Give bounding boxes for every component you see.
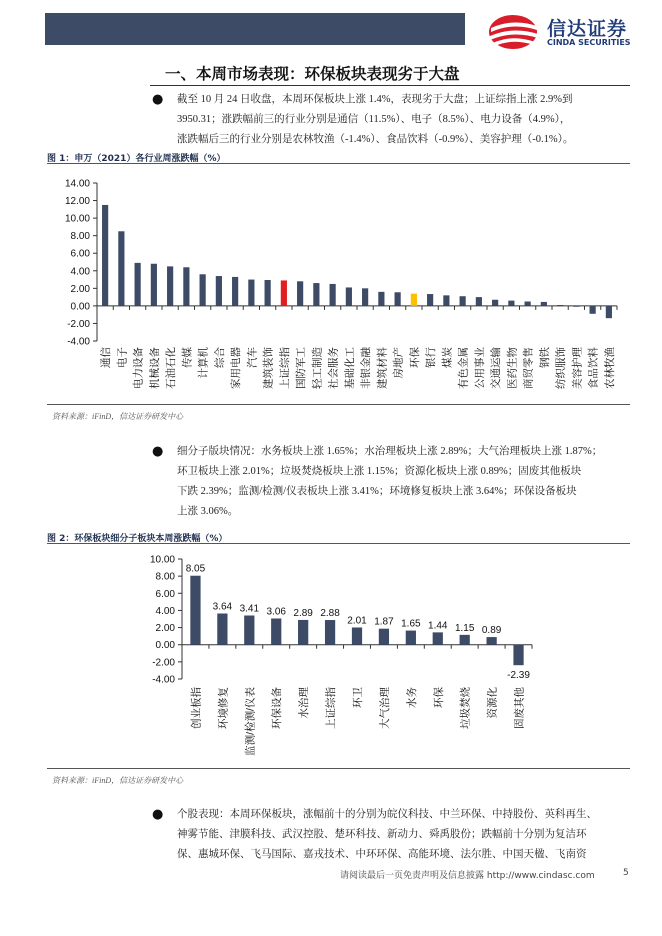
- bar: [244, 615, 254, 644]
- y-tick-label: -4.00: [67, 336, 90, 348]
- category-label: 大气治理: [378, 687, 391, 729]
- header-bar: [45, 13, 465, 45]
- category-label: 基础化工: [343, 347, 356, 389]
- data-label: 1.65: [401, 618, 421, 630]
- bar: [573, 306, 579, 307]
- category-label: 钢铁: [538, 347, 551, 368]
- category-label: 环卫: [352, 687, 364, 708]
- logo-text-cn: 信达证券: [547, 18, 628, 40]
- bar: [298, 620, 308, 645]
- bullet-icon: ●: [152, 807, 164, 822]
- bar: [487, 637, 497, 645]
- bar: [406, 631, 416, 645]
- category-label: 环保: [408, 347, 421, 368]
- market-summary-paragraph: [177, 90, 573, 150]
- logo-text-en: CINDA SECURITIES: [547, 38, 631, 47]
- data-label: 8.05: [185, 563, 206, 575]
- bar: [557, 305, 563, 306]
- data-label: 1.44: [428, 620, 448, 632]
- category-label: 环保: [432, 687, 445, 708]
- figure2-source: 资料来源：iFinD，信达证券研发中心: [52, 776, 184, 785]
- category-label: 房地产: [392, 347, 405, 379]
- paragraph-line: 截至 10 月 24 日收盘，本周环保板块上涨 1.4%，表现劣于大盘；上证综指上涨 2.9%到: [177, 94, 573, 105]
- subsector-paragraph: [177, 442, 602, 522]
- bar: [433, 632, 443, 644]
- category-label: 通信: [100, 347, 113, 368]
- category-label: 商贸零售: [522, 347, 535, 389]
- y-tick-label: 0.00: [70, 301, 90, 313]
- bar: [271, 618, 281, 644]
- bar: [118, 231, 124, 306]
- data-label: 2.89: [293, 607, 313, 619]
- category-label: 环保设备: [271, 687, 284, 729]
- category-label: 传媒: [181, 347, 194, 368]
- bar: [216, 276, 222, 306]
- category-label: 非银金融: [360, 347, 373, 389]
- stock-performance-paragraph: [177, 805, 597, 865]
- category-label: 创业板指: [190, 687, 203, 729]
- bar: [492, 300, 498, 306]
- category-label: 社会服务: [327, 347, 340, 389]
- bar: [325, 620, 335, 645]
- category-label: 食品饮料: [587, 347, 600, 389]
- y-tick-label: 6.00: [70, 248, 90, 260]
- figure2-title: 图 2：环保板块细分子板块本周涨跌幅（%）: [47, 534, 228, 544]
- page-number: 5: [623, 868, 629, 878]
- bar: [378, 292, 384, 306]
- bar: [183, 267, 189, 306]
- figure2-top-rule: [47, 543, 630, 544]
- bar: [313, 283, 319, 306]
- category-label: 轻工制造: [311, 347, 324, 389]
- bar: [460, 635, 470, 645]
- category-label: 美容护理: [571, 347, 584, 389]
- category-label: 家用电器: [230, 347, 243, 389]
- footer-disclaimer: 请阅读最后一页免责声明及信息披露 http://www.cindasc.com: [340, 871, 595, 881]
- bar: [541, 302, 547, 306]
- bar: [265, 280, 271, 306]
- bar: [427, 294, 433, 306]
- bar: [190, 576, 200, 645]
- category-label: 建筑材料: [376, 347, 389, 389]
- y-tick-label: -4.00: [152, 674, 175, 686]
- paragraph-line: 下跌 2.39%；监测/检测/仪表板块上涨 3.41%；环境修复板块上涨 3.64%；环保设备板块: [177, 486, 577, 497]
- y-tick-label: 0.00: [155, 640, 175, 652]
- bar: [346, 287, 352, 305]
- data-label: 1.15: [454, 622, 475, 634]
- y-tick-label: 8.00: [155, 571, 175, 583]
- category-label: 电子: [116, 347, 129, 368]
- bar: [525, 302, 531, 306]
- data-label: 3.64: [212, 601, 233, 613]
- bar: [248, 280, 254, 306]
- y-tick-label: 8.00: [70, 231, 90, 243]
- y-tick-label: 2.00: [155, 623, 175, 635]
- category-label: 纺织服饰: [555, 347, 568, 389]
- category-label: 银行: [425, 347, 438, 368]
- bar: [330, 284, 336, 306]
- bar: [352, 627, 362, 644]
- bar: [217, 614, 227, 645]
- paragraph-line: 3950.31；涨跌幅前三的行业分别是通信（11.5%）、电子（8.5%）、电力设备（4.9%），: [177, 114, 571, 125]
- category-label: 有色金属: [457, 347, 470, 389]
- bar: [362, 288, 368, 306]
- cinda-logo: [485, 12, 645, 52]
- bar: [135, 263, 141, 306]
- category-label: 上证综指: [325, 687, 338, 729]
- bar: [102, 205, 108, 306]
- category-label: 上证综指: [278, 347, 291, 389]
- bar: [411, 294, 417, 306]
- bar: [508, 301, 514, 306]
- paragraph-line: 细分子版块情况：水务板块上涨 1.65%；水治理板块上涨 2.89%；大气治理板块上涨 1.87%；: [177, 446, 603, 457]
- bar: [379, 629, 389, 645]
- category-label: 水治理: [298, 687, 311, 719]
- category-label: 电力设备: [132, 347, 145, 389]
- data-label: 3.06: [266, 606, 286, 618]
- y-tick-label: 2.00: [70, 283, 90, 295]
- category-label: 公用事业: [473, 347, 486, 389]
- category-label: 交通运输: [490, 347, 503, 389]
- section-title: 一、本周市场表现：环保板块表现劣于大盘: [165, 65, 460, 83]
- category-label: 石油石化: [165, 347, 178, 389]
- bar: [443, 295, 449, 306]
- bar: [460, 296, 466, 306]
- y-tick-label: 10.00: [64, 213, 90, 225]
- category-label: 煤炭: [441, 347, 454, 368]
- category-label: 农林牧渔: [603, 347, 616, 389]
- bar: [606, 306, 612, 318]
- paragraph-line: 保、惠城环保、飞马国际、嘉戎技术、中环环保、高能环境、法尔胜、中国天楹、飞南资: [177, 849, 587, 860]
- paragraph-line: 个股表现：本周环保板块，涨幅前十的分别为皖仪科技、中兰环保、中持股份、英科再生、: [177, 809, 597, 820]
- category-label: 监测/检测/仪表: [244, 687, 257, 756]
- section-divider: [150, 85, 630, 86]
- y-tick-label: -2.00: [152, 657, 175, 669]
- category-label: 环境修复: [217, 687, 230, 729]
- paragraph-line: 神雾节能、津膜科技、武汉控股、楚环科技、新动力、舜禹股份；跌幅前十分别为复洁环: [177, 829, 587, 840]
- y-tick-label: 6.00: [155, 588, 175, 600]
- bullet-icon: ●: [152, 444, 164, 459]
- figure1-source: 资料来源：iFinD，信达证券研发中心: [52, 412, 184, 421]
- bar: [281, 280, 287, 305]
- industry-weekly-change-chart: [47, 170, 630, 402]
- paragraph-line: 上涨 3.06%。: [177, 506, 239, 517]
- paragraph-line: 涨跌幅后三的行业分别是农林牧渔（-1.4%）、食品饮料（-0.9%）、美容护理（-0.1%）。: [177, 134, 574, 145]
- bar: [476, 297, 482, 306]
- y-tick-label: 10.00: [149, 554, 175, 566]
- bar: [590, 306, 596, 314]
- category-label: 垃圾焚烧: [459, 687, 472, 729]
- data-label: 0.89: [481, 625, 502, 637]
- data-label: 2.01: [347, 615, 367, 627]
- y-tick-label: 4.00: [155, 605, 175, 617]
- subsector-weekly-change-chart: [47, 550, 630, 765]
- category-label: 水务: [405, 687, 418, 708]
- figure2-bottom-rule: [47, 768, 630, 769]
- bar: [232, 277, 238, 306]
- data-label: 1.87: [374, 616, 394, 628]
- category-label: 建筑装饰: [262, 347, 275, 389]
- category-label: 汽车: [246, 347, 259, 368]
- bar: [200, 274, 206, 306]
- bar: [513, 645, 523, 665]
- data-label: -2.39: [507, 670, 530, 682]
- category-label: 综合: [213, 347, 226, 368]
- paragraph-line: 环卫板块上涨 2.01%；垃圾焚烧板块上涨 1.15%；资源化板块上涨 0.89%；固废其他板块: [177, 466, 582, 477]
- category-label: 资源化: [486, 687, 499, 719]
- data-label: 3.41: [239, 603, 260, 615]
- category-label: 国防军工: [295, 347, 308, 389]
- y-tick-label: 12.00: [64, 196, 90, 208]
- category-label: 固废其他: [513, 687, 526, 729]
- y-tick-label: 14.00: [64, 178, 90, 190]
- y-tick-label: 4.00: [70, 266, 90, 278]
- data-label: 2.88: [320, 608, 340, 620]
- y-tick-label: -2.00: [67, 318, 90, 330]
- figure1-bottom-rule: [47, 404, 630, 405]
- category-label: 计算机: [197, 347, 210, 379]
- bar: [167, 266, 173, 306]
- bar: [395, 292, 401, 306]
- category-label: 机械设备: [148, 347, 161, 389]
- category-label: 医药生物: [506, 347, 519, 389]
- bullet-icon: ●: [152, 92, 164, 107]
- bar: [151, 264, 157, 306]
- bar: [297, 281, 303, 306]
- figure1-top-rule: [47, 163, 630, 164]
- logo-mark-icon: [485, 12, 545, 52]
- figure1-title: 图 1：申万（2021）各行业周涨跌幅（%）: [47, 154, 226, 164]
